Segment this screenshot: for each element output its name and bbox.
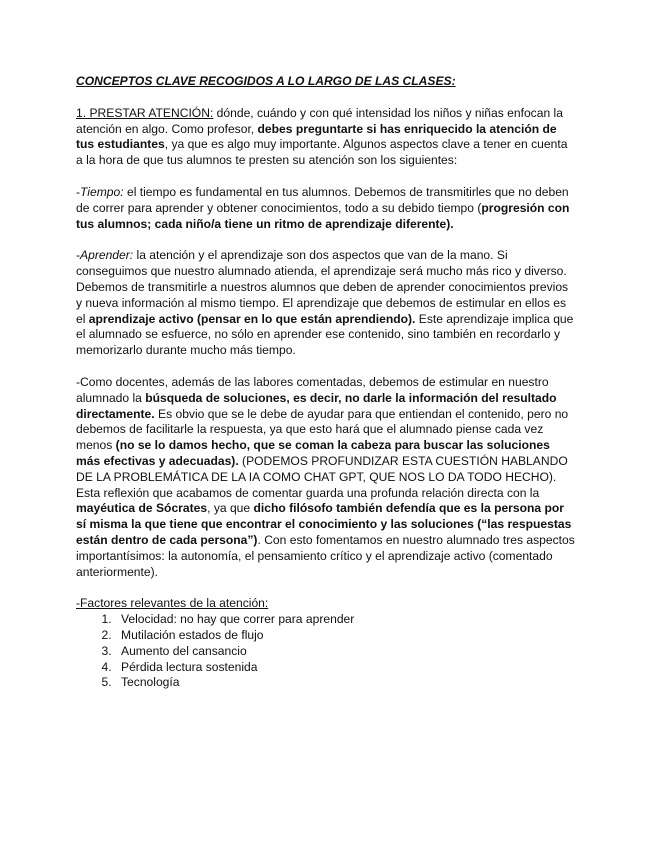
- paragraph-text: , ya que: [207, 501, 254, 516]
- dash: -: [76, 184, 81, 199]
- list-item: 3. Aumento del cansancio: [115, 644, 576, 660]
- section-heading: 1. PRESTAR ATENCIÓN:: [76, 105, 214, 120]
- bold-text: debes preguntarte si has enriquecido la atención de tus estudiantes: [76, 121, 557, 152]
- bold-text: dicho filósofo también defendía que es la persona por sí misma la que tiene que encontrar el conocimiento y las soluciones (“las respuestas están dentro de cada persona”): [76, 501, 572, 547]
- bold-text: (no se lo damos hecho, que se coman la cabeza para buscar las soluciones más efectivas y adecuadas).: [76, 438, 550, 468]
- italic-label: Aprender:: [80, 248, 134, 263]
- section-docentes: [76, 375, 576, 486]
- paragraph-text: dónde, cuándo y con qué intensidad los niños y niñas enfocan la atención en algo. Como profesor,: [76, 105, 563, 136]
- list-item: 5. Tecnología: [115, 675, 576, 691]
- document-page: [76, 74, 576, 691]
- paragraph-text: -Como docentes, además de las labores comentadas, debemos de estimular en nuestro alumnado la: [76, 374, 549, 405]
- paragraph-text: el tiempo es fundamental en tus alumnos. Debemos de transmitirles que no deben de correr para aprender y obtener conocimientos, todo a su debido tiempo (: [76, 184, 569, 215]
- spacer: [76, 169, 576, 185]
- bold-text: búsqueda de soluciones, es decir, no darle la información del resultado directamente.: [76, 390, 557, 421]
- list-item: 4. Pérdida lectura sostenida: [115, 660, 576, 676]
- spacer: [76, 580, 576, 596]
- spacer: [76, 232, 576, 248]
- paragraph-text: (PODEMOS PROFUNDIZAR ESTA CUESTIÓN HABLANDO DE LA PROBLEMÁTICA DE LA IA COMO CHAT GPT, QUE NOS LO DA TODO HECHO).: [76, 453, 568, 484]
- section-tiempo: [76, 185, 576, 232]
- spacer: [76, 359, 576, 375]
- paragraph-text: la atención y el aprendizaje son dos aspectos que van de la mano. Si conseguimos que nuestro alumnado atienda, el aprendizaje será mucho más rico y diverso. Debemos de transmitirle a nuestros alumnos que deben de aprender conocimientos previos y nueva información al mismo tiempo. El aprendizaje que debemos de estimular en ellos es el: [76, 248, 569, 326]
- bold-text: progresión con tus alumnos; cada niño/a tiene un ritmo de aprendizaje diferente).: [76, 200, 570, 231]
- italic-label: Tiempo:: [80, 184, 124, 199]
- bold-text: mayéutica de Sócrates: [76, 501, 208, 516]
- paragraph-text: . Con esto fomentamos en nuestro alumnado tres aspectos importantísimos: la autonomía, el pensamiento crítico y el aprendizaje activo (comentado anteriormente).: [76, 532, 575, 579]
- list-item: 2. Mutilación estados de flujo: [115, 628, 576, 644]
- dash: -: [76, 248, 81, 263]
- paragraph-text: Es obvio que se le debe de ayudar para que entiendan el contenido, pero no debemos de facilitarle la respuesta, ya que esto hará que el alumnado piense cada vez menos: [76, 406, 569, 453]
- section-socrates: [76, 486, 576, 581]
- factors-list: [76, 612, 576, 691]
- factors-heading: -Factores relevantes de la atención:: [76, 596, 269, 611]
- paragraph-text: Este aprendizaje implica que el alumnado se esfuerce, no sólo en aprender ese contenido, sino también en recordarlo y memorizarlo durante mucho más tiempo.: [76, 311, 574, 358]
- paragraph-text: Esta reflexión que acabamos de comentar guarda una profunda relación directa con la: [76, 485, 540, 500]
- list-item: 1. Velocidad: no hay que correr para aprender: [115, 612, 576, 628]
- document-title: CONCEPTOS CLAVE RECOGIDOS A LO LARGO DE LAS CLASES:: [76, 74, 456, 88]
- section-prestar-atencion: [76, 106, 576, 169]
- paragraph-text: , ya que es algo muy importante. Algunos aspectos clave a tener en cuenta a la hora de que tus alumnos te presten su atención son los siguientes:: [76, 137, 568, 168]
- section-aprender: [76, 248, 576, 359]
- spacer: [76, 90, 576, 106]
- bold-text: aprendizaje activo (pensar en lo que están aprendiendo).: [88, 311, 416, 326]
